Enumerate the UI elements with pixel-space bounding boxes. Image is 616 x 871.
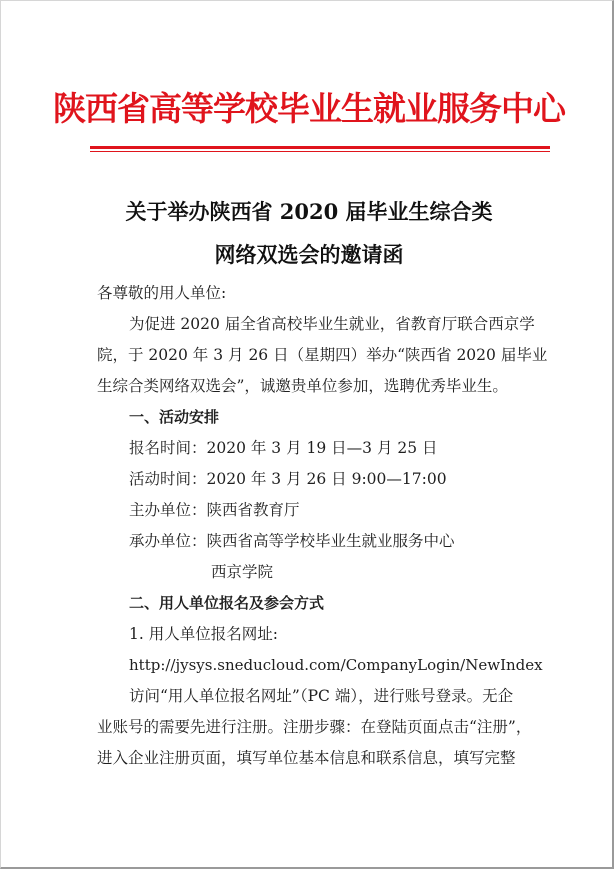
document-title-line1: 关于举办陕西省 2020 届毕业生综合类 — [125, 199, 493, 224]
section1-heading: 一、活动安排 — [129, 408, 220, 426]
organizer-unit: 承办单位：陕西省高等学校毕业生就业服务中心 — [129, 532, 455, 550]
section2-para-line2: 业账号的需要先进行注册。注册步骤：在登陆页面点击“注册”， — [97, 718, 532, 736]
organization-header: 陕西省高等学校毕业生就业服务中心 — [53, 89, 565, 128]
registration-time: 报名时间：2020 年 3 月 19 日—3 月 25 日 — [129, 439, 438, 457]
registration-url[interactable]: http://jysys.sneducloud.com/CompanyLogin/NewIndex — [129, 656, 543, 674]
intro-line-1: 为促进 2020 届全省高校毕业生就业，省教育厅联合西京学 — [129, 315, 535, 333]
section2-para-line1: 访问“用人单位报名网址”（PC 端），进行账号登录。无企 — [129, 687, 514, 705]
section2-para-line3: 进入企业注册页面，填写单位基本信息和联系信息，填写完整 — [97, 749, 516, 767]
header-rule-thick — [90, 146, 550, 149]
salutation: 各尊敬的用人单位: — [97, 284, 227, 302]
event-time: 活动时间：2020 年 3 月 26 日 9:00—17:00 — [129, 470, 447, 488]
section2-item1: 1. 用人单位报名网址: — [129, 625, 278, 643]
intro-line-3: 生综合类网络双选会”，诚邀贵单位参加，选聘优秀毕业生。 — [97, 377, 508, 395]
section2-heading: 二、用人单位报名及参会方式 — [129, 594, 325, 612]
host-unit: 主办单位：陕西省教育厅 — [129, 501, 300, 519]
document-title-line2: 网络双选会的邀请函 — [214, 242, 404, 267]
organizer-unit-2: 西京学院 — [211, 563, 274, 581]
header-rule-thin — [90, 151, 550, 152]
intro-line-2: 院，于 2020 年 3 月 26 日（星期四）举办“陕西省 2020 届毕业 — [97, 346, 548, 364]
